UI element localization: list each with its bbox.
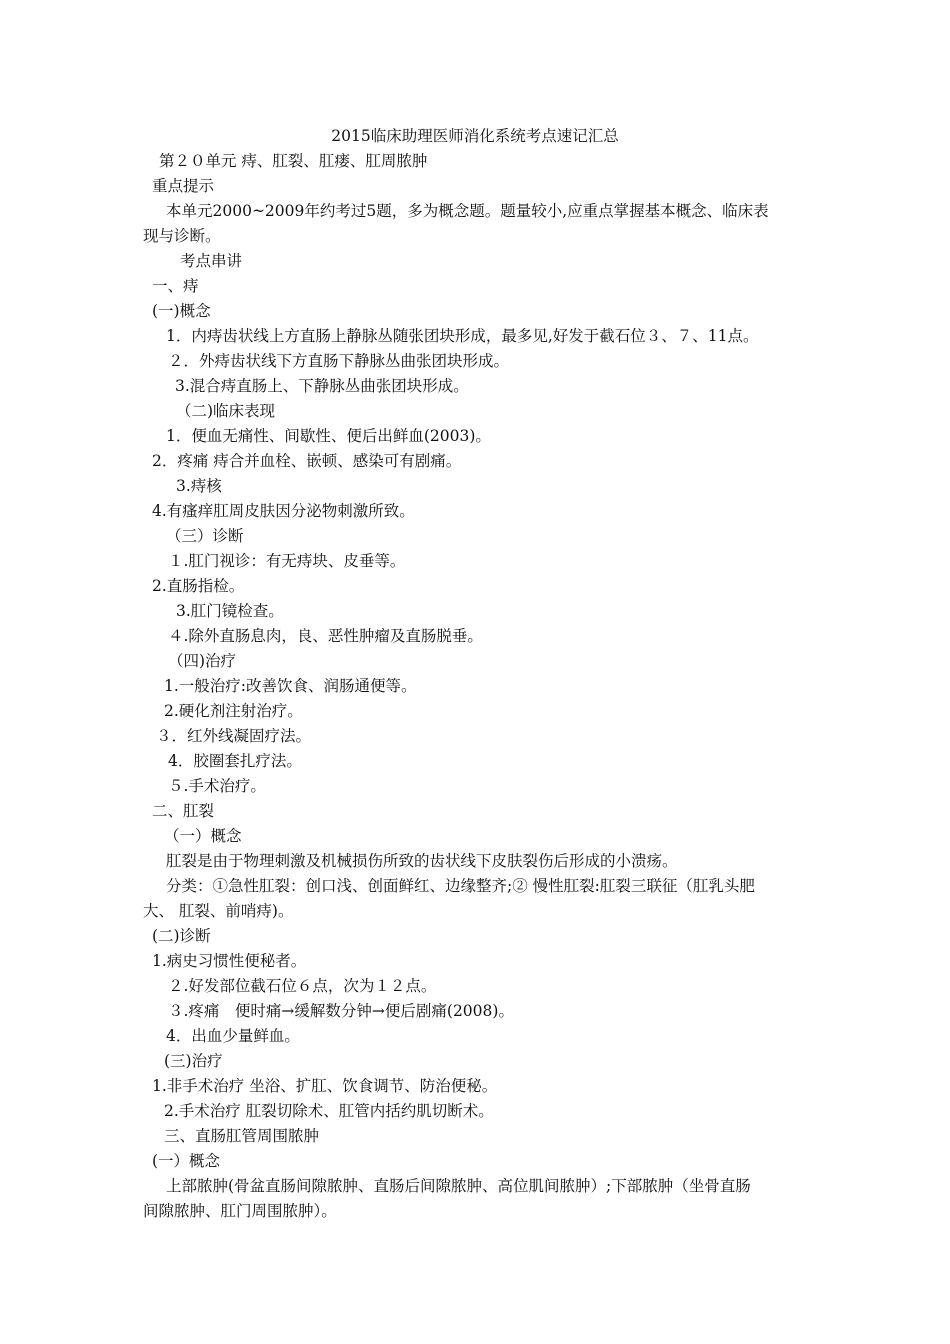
paragraph-line: 大、 肛裂、前哨痔)。 <box>143 902 294 920</box>
list-item: ５.手术治疗。 <box>168 777 266 795</box>
document-title: 2015临床助理医师消化系统考点速记汇总 <box>331 127 619 145</box>
section-heading-perianal-abscess: 三、直肠肛管周围脓肿 <box>164 1127 320 1145</box>
unit-heading: 第２０单元 痔、肛裂、肛瘘、肛周脓肿 <box>159 152 428 170</box>
list-item: １.肛门视诊：有无痔块、皮垂等。 <box>168 552 406 570</box>
subsection-heading: (三)治疗 <box>164 1052 223 1070</box>
paragraph-line: 本单元2000~2009年约考过5题，多为概念题。题量较小,应重点掌握基本概念、临床表 <box>166 202 769 220</box>
list-item: ３.疼痛 便时痛→缓解数分钟→便后剧痛(2008)。 <box>168 1002 514 1020</box>
list-item: ２.好发部位截石位６点，次为１２点。 <box>168 977 437 995</box>
paragraph-line: 肛裂是由于物理刺激及机械损伤所致的齿状线下皮肤裂伤后形成的小溃疡。 <box>166 852 678 870</box>
list-item: 1.病史习惯性便秘者。 <box>152 952 307 970</box>
list-item: 4.有瘙痒肛周皮肤因分泌物刺激所致。 <box>152 502 415 520</box>
list-item: ３．红外线凝固疗法。 <box>156 727 312 745</box>
section-heading-key-points: 重点提示 <box>152 177 215 195</box>
subsection-heading: (一)概念 <box>152 302 211 320</box>
list-item: 1.非手术治疗 坐浴、扩肛、饮食调节、防治便秘。 <box>152 1077 498 1095</box>
list-item: 2.硬化剂注射治疗。 <box>164 702 303 720</box>
list-item: 2．疼痛 痔合并血栓、嵌顿、感染可有剧痛。 <box>152 452 462 470</box>
list-item: 4．胶圈套扎疗法。 <box>168 752 302 770</box>
list-item: 3.痔核 <box>176 477 222 495</box>
list-item: 1．内痔齿状线上方直肠上静脉丛随张团块形成，最多见,好发于截石位３、７、11点。 <box>166 327 759 345</box>
subsection-heading: （一）概念 <box>164 827 242 845</box>
paragraph-line: 现与诊断。 <box>143 227 221 245</box>
section-heading-hemorrhoid: 一、痔 <box>152 277 199 295</box>
list-item: 3.混合痔直肠上、下静脉丛曲张团块形成。 <box>175 377 469 395</box>
subsection-heading: （四)治疗 <box>168 652 237 670</box>
list-item: 3.肛门镜检查。 <box>176 602 284 620</box>
paragraph-line: 间隙脓肿、肛门周围脓肿）。 <box>143 1202 337 1220</box>
subsection-heading: (二)诊断 <box>152 927 211 945</box>
section-heading-key-topics: 考点串讲 <box>180 252 243 270</box>
list-item: 1．便血无痛性、间歇性、便后出鲜血(2003)。 <box>166 427 491 445</box>
subsection-heading: (一）概念 <box>152 1152 221 1170</box>
paragraph-line: 上部脓肿(骨盆直肠间隙脓肿、直肠后间隙脓肿、高位肌间脓肿）;下部脓肿（坐骨直肠 <box>166 1177 751 1195</box>
list-item: ２．外痔齿状线下方直肠下静脉丛曲张团块形成。 <box>168 352 510 370</box>
subsection-heading: （二)临床表现 <box>176 402 276 420</box>
subsection-heading: （三）诊断 <box>166 527 244 545</box>
list-item: 2.直肠指检。 <box>152 577 245 595</box>
list-item: ４.除外直肠息肉，良、恶性肿瘤及直肠脱垂。 <box>168 627 483 645</box>
list-item: 1.一般治疗:改善饮食、润肠通便等。 <box>164 677 417 695</box>
paragraph-line: 分类：①急性肛裂：创口浅、创面鲜红、边缘整齐;② 慢性肛裂:肛裂三联征（肛乳头肥 <box>166 877 755 895</box>
section-heading-anal-fissure: 二、肛裂 <box>152 802 215 820</box>
list-item: 4．出血少量鲜血。 <box>166 1027 300 1045</box>
list-item: 2.手术治疗 肛裂切除术、肛管内括约肌切断术。 <box>164 1102 494 1120</box>
